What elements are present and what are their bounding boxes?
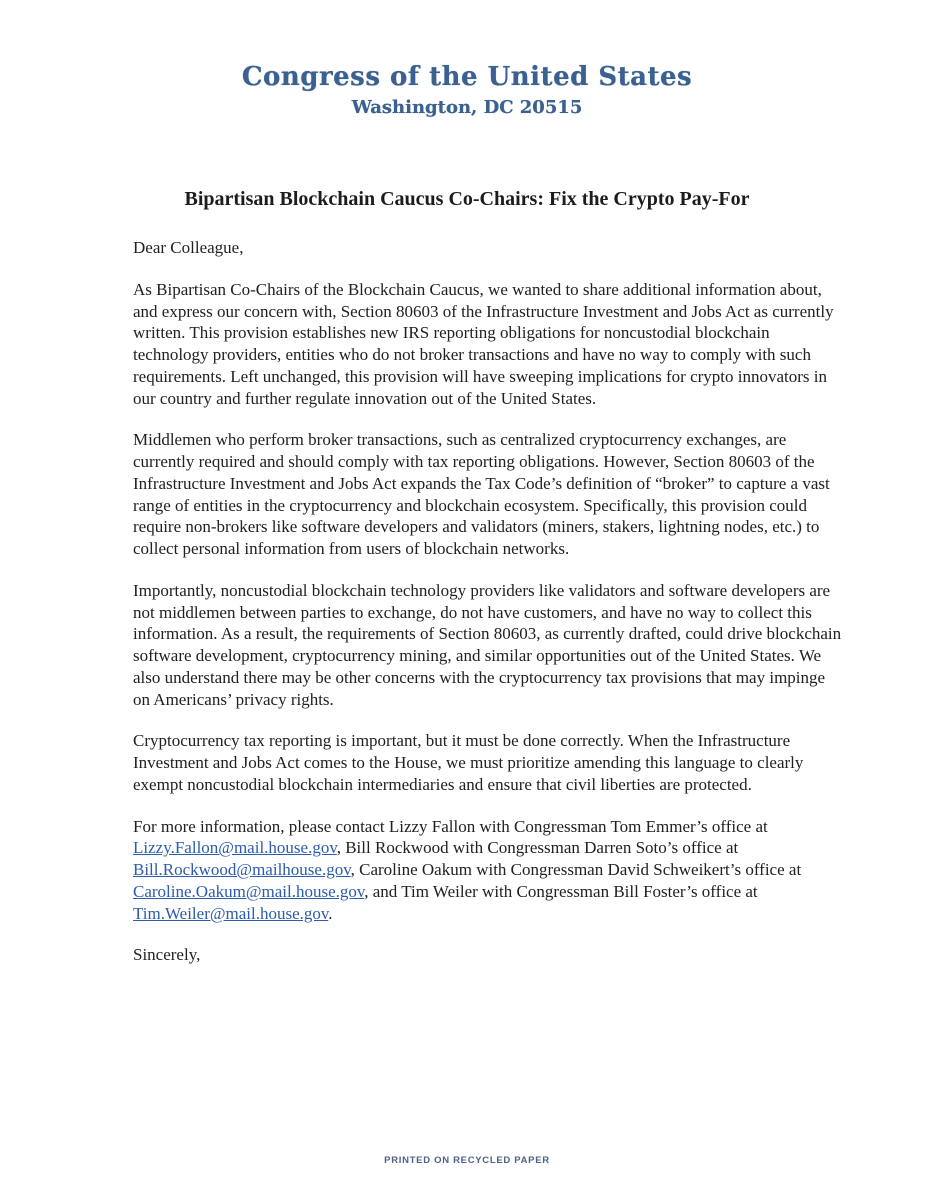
contact-text-segment: , Bill Rockwood with Congressman Darren Soto’s office at (336, 838, 739, 858)
letterhead (0, 0, 934, 118)
closing-sincerely: Sincerely, (133, 945, 201, 965)
recycled-paper-notice: PRINTED ON RECYCLED PAPER (384, 1155, 550, 1166)
paragraph-overview: As Bipartisan Co-Chairs of the Blockchain Caucus, we wanted to share additional information about, and express our concern with, Section 80603 of the Infrastructure Investment and Jobs Act as currently written. This provision establishes new IRS reporting obligations for noncustodial blockchain technology providers, entities who do not broker transactions and have no way to comply with such requirements. Left unchanged, this provision will have sweeping implications for crypto innovators in our country and further regulate innovation out of the United States. (133, 279, 834, 408)
contact-text-segment: , Caroline Oakum with Congressman David Schweikert’s office at (350, 860, 802, 879)
letterhead-congress-line: Congress of the United States (241, 62, 693, 92)
salutation: Dear Colleague, (133, 238, 244, 257)
paragraph-broker-definition: Middlemen who perform broker transactions, such as centralized cryptocurrency exchanges, are currently required and should comply with tax reporting obligations. However, Section 80603 of the Infrastructure Investment and Jobs Act expands the Tax Code’s definition of “broker” to capture a vast range of entities in the cryptocurrency and blockchain ecosystem. Specifically, this provision could require non-brokers like software developers and validators (miners, stakers, lightning nodes, etc.) to collect personal information from users of blockchain networks. (133, 430, 830, 558)
letterhead-city-line: Washington, DC 20515 (351, 97, 583, 118)
paragraph-call-to-action: Cryptocurrency tax reporting is important, but it must be done correctly. When the Infrastructure Investment and Jobs Act comes to the House, we must prioritize amending this language to clearly exempt noncustodial blockchain intermediaries and ensure that civil liberties are protected. (133, 731, 804, 794)
paragraph-contact-info (133, 816, 843, 925)
email-link-lizzy-fallon[interactable]: Lizzy.Fallon@mail.house.gov (133, 838, 337, 858)
paragraph-noncustodial-providers: Importantly, noncustodial blockchain technology providers like validators and software developers are not middlemen between parties to exchange, do not have customers, and have no way to collect this information. As a result, the requirements of Section 80603, as currently drafted, could drive blockchain software development, cryptocurrency mining, and similar opportunities out of the United States. We also understand there may be other concerns with the cryptocurrency tax provisions that may impinge on Americans’ privacy rights. (133, 580, 842, 709)
letter-body (133, 237, 843, 966)
email-link-bill-rockwood[interactable]: Bill.Rockwood@mailhouse.gov (133, 860, 351, 879)
letter-title: Bipartisan Blockchain Caucus Co-Chairs: Fix the Crypto Pay-For (184, 188, 750, 210)
contact-text-segment: , and Tim Weiler with Congressman Bill Foster’s office at (364, 881, 758, 901)
contact-text-segment: For more information, please contact Lizzy Fallon with Congressman Tom Emmer’s office at (133, 816, 768, 836)
email-link-caroline-oakum[interactable]: Caroline.Oakum@mail.house.gov (133, 881, 365, 901)
email-link-tim-weiler[interactable]: Tim.Weiler@mail.house.gov (133, 903, 329, 923)
contact-text-segment: . (328, 903, 333, 923)
